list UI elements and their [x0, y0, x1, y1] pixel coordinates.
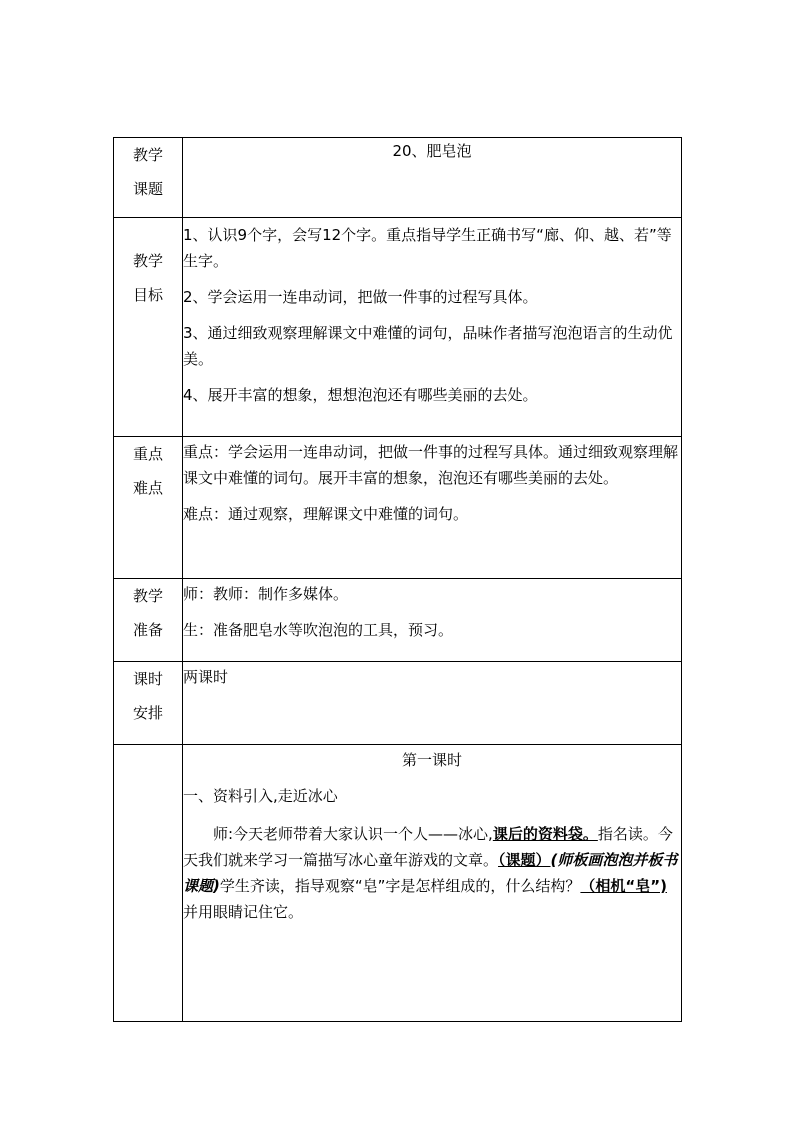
key-points-cell [183, 437, 682, 579]
session-title: 第一课时 [401, 751, 462, 769]
schedule-cell [183, 662, 682, 745]
preparation-cell [183, 579, 682, 662]
lesson-title: 20、肥皂泡 [392, 142, 472, 160]
key-points-label-line1: 重点 [132, 445, 163, 463]
procedure-cell [183, 745, 682, 1022]
key-points-label [114, 437, 183, 579]
lesson-plan-table [113, 137, 682, 1022]
resource-bag-text: 课后的资料袋。 [492, 825, 598, 843]
key-points-row [114, 437, 682, 579]
schedule-row [114, 662, 682, 745]
objectives-cell [183, 218, 682, 437]
paragraph-text: 指名读。今天我们就来学习一篇描写冰心童年游戏的文章。 [183, 825, 673, 869]
blackboard-note: (师板画泡泡并板书课题) [183, 851, 678, 895]
preparation-label [114, 579, 183, 662]
schedule-label [114, 662, 183, 745]
paragraph-text: 并用眼睛记住它。 [183, 903, 304, 921]
topic-mark: （课题） [498, 851, 551, 869]
objectives-label-line2: 目标 [132, 286, 163, 304]
procedure-paragraph [183, 821, 681, 925]
schedule-text: 两课时 [183, 668, 229, 686]
topic-label [114, 138, 183, 218]
topic-row [114, 138, 682, 218]
objective-item: 3、通过细致观察理解课文中难懂的词句，品味作者描写泡泡语言的生动优美。 [183, 324, 673, 368]
difficulty-text: 难点：通过观察，理解课文中难懂的词句。 [183, 505, 469, 523]
objectives-label-line1: 教学 [132, 252, 163, 270]
objective-item: 4、展开丰富的想象，想想泡泡还有哪些美丽的去处。 [183, 386, 538, 404]
objective-item: 1、认识9个字，会写12个字。重点指导学生正确书写“廊、仰、越、若”等生字。 [183, 226, 672, 270]
objective-item: 2、学会运用一连串动词，把做一件事的过程写具体。 [183, 288, 538, 306]
topic-cell [183, 138, 682, 218]
preparation-label-line1: 教学 [132, 587, 163, 605]
objectives-row [114, 218, 682, 437]
schedule-label-line2: 安排 [132, 704, 163, 722]
topic-label-line1: 教学 [132, 146, 163, 164]
procedure-label [114, 745, 183, 1022]
paragraph-text: 师:今天老师带着大家认识一个人——冰心, [213, 825, 493, 843]
paragraph-text: 学生齐读，指导观察“皂”字是怎样组成的，什么结构？ [219, 877, 581, 895]
schedule-label-line1: 课时 [132, 670, 163, 688]
character-card-mark: （相机“皂”) [580, 877, 667, 895]
student-preparation: 生：准备肥皂水等吹泡泡的工具，预习。 [183, 621, 454, 639]
topic-label-line2: 课题 [132, 180, 163, 198]
section-heading: 一、资料引入,走近冰心 [183, 787, 338, 805]
key-point-text: 重点：学会运用一连串动词，把做一件事的过程写具体。通过细致观察理解课文中难懂的词句。展开丰富的想象，泡泡还有哪些美丽的去处。 [183, 443, 679, 487]
key-points-label-line2: 难点 [132, 479, 163, 497]
preparation-row [114, 579, 682, 662]
objectives-label [114, 218, 183, 437]
preparation-label-line2: 准备 [132, 621, 163, 639]
procedure-row [114, 745, 682, 1022]
teacher-preparation: 师：教师：制作多媒体。 [183, 585, 349, 603]
